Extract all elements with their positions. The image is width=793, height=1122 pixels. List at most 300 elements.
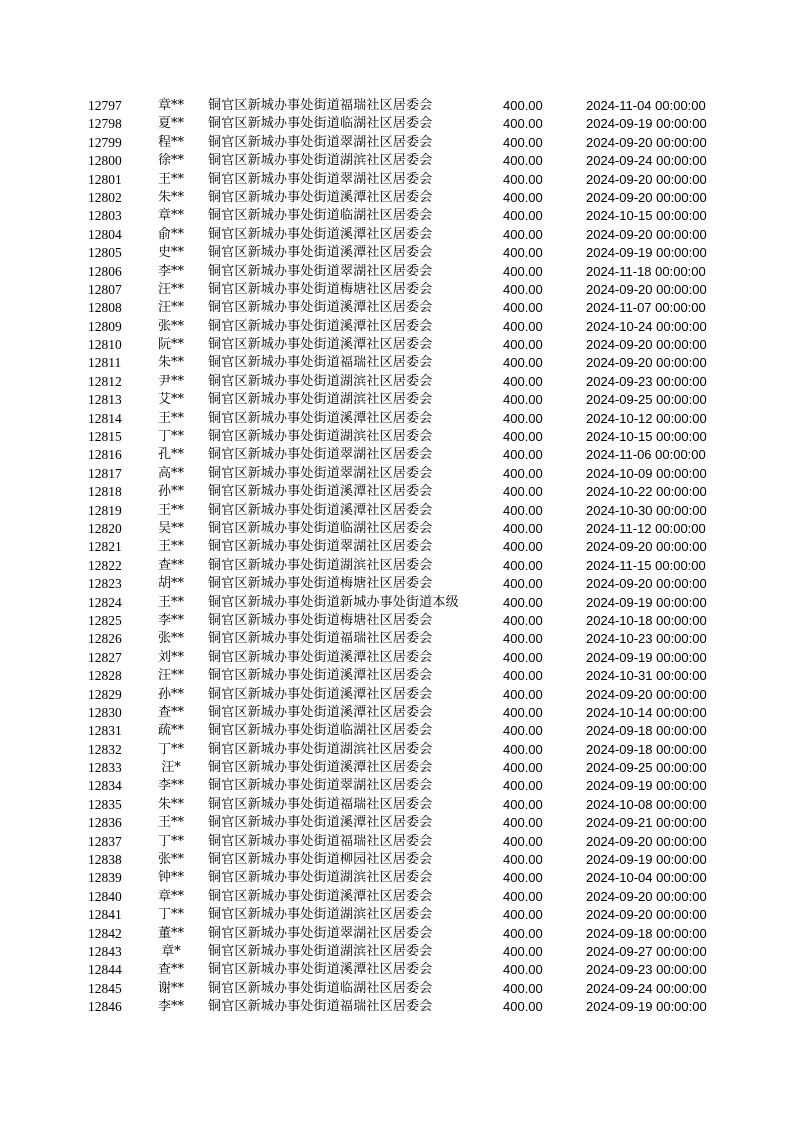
record-id: 12801: [88, 171, 122, 187]
payment-date: 2024-10-15 00:00:00: [586, 208, 707, 224]
payment-date: 2024-11-12 00:00:00: [586, 520, 706, 536]
record-id: 12843: [88, 943, 122, 959]
amount: 400.00: [503, 631, 543, 647]
payment-date: 2024-09-20 00:00:00: [586, 226, 707, 242]
record-id: 12826: [88, 631, 122, 647]
amount: 400.00: [503, 815, 543, 831]
payment-date: 2024-09-19 00:00:00: [586, 852, 707, 868]
recipient-name: 俞**: [157, 226, 184, 242]
amount: 400.00: [503, 612, 543, 628]
record-id: 12805: [88, 245, 122, 261]
community-address: 铜官区新城办事处街道溪潭社区居委会: [208, 888, 433, 904]
table-row: [0, 814, 793, 832]
recipient-name: 程**: [157, 134, 184, 150]
payment-date: 2024-10-09 00:00:00: [586, 465, 707, 481]
community-address: 铜官区新城办事处街道湖滨社区居委会: [208, 943, 433, 959]
payment-date: 2024-10-23 00:00:00: [586, 631, 707, 647]
community-address: 铜官区新城办事处街道溪潭社区居委会: [208, 300, 433, 316]
table-row: [0, 649, 793, 667]
record-id: 12808: [88, 300, 122, 316]
recipient-name: 阮**: [157, 337, 184, 353]
record-id: 12811: [88, 355, 122, 371]
amount: 400.00: [503, 649, 543, 665]
record-id: 12846: [88, 999, 122, 1015]
community-address: 铜官区新城办事处街道湖滨社区居委会: [208, 153, 433, 169]
amount: 400.00: [503, 962, 543, 978]
payment-date: 2024-11-06 00:00:00: [586, 447, 706, 463]
amount: 400.00: [503, 484, 543, 500]
community-address: 铜官区新城办事处街道福瑞社区居委会: [208, 833, 433, 849]
recipient-name: 王**: [157, 171, 184, 187]
community-address: 铜官区新城办事处街道福瑞社区居委会: [208, 355, 433, 371]
payment-date: 2024-09-24 00:00:00: [586, 980, 707, 996]
record-id: 12819: [88, 502, 122, 518]
recipient-name: 胡**: [157, 576, 184, 592]
amount: 400.00: [503, 723, 543, 739]
recipient-name: 章**: [157, 98, 184, 113]
table-row: [0, 833, 793, 851]
table-row: [0, 336, 793, 354]
table-row: [0, 851, 793, 869]
community-address: 铜官区新城办事处街道溪潭社区居委会: [208, 668, 433, 684]
payment-date: 2024-09-19 00:00:00: [586, 245, 707, 261]
amount: 400.00: [503, 502, 543, 518]
payment-date: 2024-10-22 00:00:00: [586, 484, 707, 500]
recipient-name: 丁**: [157, 741, 184, 757]
recipient-name: 张**: [157, 631, 184, 647]
community-address: 铜官区新城办事处街道临湖社区居委会: [208, 208, 433, 224]
community-address: 铜官区新城办事处街道梅塘社区居委会: [208, 576, 433, 592]
recipient-name: 汪**: [157, 668, 184, 684]
amount: 400.00: [503, 870, 543, 886]
table-row: [0, 777, 793, 795]
amount: 400.00: [503, 741, 543, 757]
community-address: 铜官区新城办事处街道柳园社区居委会: [208, 852, 433, 868]
record-id: 12840: [88, 888, 122, 904]
amount: 400.00: [503, 392, 543, 408]
table-row: [0, 428, 793, 446]
amount: 400.00: [503, 373, 543, 389]
payment-date: 2024-10-12 00:00:00: [586, 410, 707, 426]
amount: 400.00: [503, 189, 543, 205]
recipient-name: 李**: [157, 778, 184, 794]
recipient-name: 查**: [157, 704, 184, 720]
community-address: 铜官区新城办事处街道湖滨社区居委会: [208, 392, 433, 408]
community-address: 铜官区新城办事处街道翠湖社区居委会: [208, 925, 433, 941]
amount: 400.00: [503, 116, 543, 132]
payment-date: 2024-09-20 00:00:00: [586, 888, 707, 904]
community-address: 铜官区新城办事处街道溪潭社区居委会: [208, 410, 433, 426]
recipient-name: 李**: [157, 263, 184, 279]
recipient-name: 汪*: [161, 760, 181, 776]
table-row: [0, 980, 793, 998]
amount: 400.00: [503, 226, 543, 242]
recipient-name: 朱**: [157, 355, 184, 371]
table-row: [0, 925, 793, 943]
payment-date: 2024-11-15 00:00:00: [586, 557, 706, 573]
table-row: [0, 759, 793, 777]
payment-date: 2024-09-19 00:00:00: [586, 778, 707, 794]
record-id: 12817: [88, 465, 122, 481]
record-id: 12812: [88, 373, 122, 389]
record-id: 12832: [88, 741, 122, 757]
record-id: 12803: [88, 208, 122, 224]
recipient-name: 汪**: [157, 281, 184, 297]
recipient-name: 王**: [157, 539, 184, 555]
record-id: 12842: [88, 925, 122, 941]
recipient-name: 疏**: [157, 723, 184, 739]
recipient-name: 丁**: [157, 907, 184, 923]
record-id: 12813: [88, 392, 122, 408]
table-row: [0, 998, 793, 1016]
community-address: 铜官区新城办事处街道翠湖社区居委会: [208, 465, 433, 481]
record-id: 12825: [88, 612, 122, 628]
recipient-name: 丁**: [157, 429, 184, 445]
amount: 400.00: [503, 520, 543, 536]
recipient-name: 高**: [157, 465, 184, 481]
amount: 400.00: [503, 833, 543, 849]
payment-date: 2024-09-19 00:00:00: [586, 594, 707, 610]
recipient-name: 朱**: [157, 796, 184, 812]
record-id: 12815: [88, 429, 122, 445]
payment-date: 2024-11-07 00:00:00: [586, 300, 706, 316]
table-row: [0, 446, 793, 464]
amount: 400.00: [503, 943, 543, 959]
record-id: 12837: [88, 833, 122, 849]
recipient-name: 王**: [157, 594, 184, 610]
payment-date: 2024-11-18 00:00:00: [586, 263, 706, 279]
community-address: 铜官区新城办事处街道溪潭社区居委会: [208, 760, 433, 776]
recipient-name: 张**: [157, 318, 184, 334]
payment-date: 2024-09-20 00:00:00: [586, 171, 707, 187]
community-address: 铜官区新城办事处街道湖滨社区居委会: [208, 741, 433, 757]
recipient-name: 王**: [157, 502, 184, 518]
amount: 400.00: [503, 318, 543, 334]
community-address: 铜官区新城办事处街道溪潭社区居委会: [208, 704, 433, 720]
community-address: 铜官区新城办事处街道溪潭社区居委会: [208, 337, 433, 353]
amount: 400.00: [503, 796, 543, 812]
recipient-name: 章*: [161, 943, 181, 959]
payment-date: 2024-09-20 00:00:00: [586, 281, 707, 297]
record-id: 12810: [88, 337, 122, 353]
table-row: [0, 704, 793, 722]
table-row: [0, 869, 793, 887]
table-row: [0, 630, 793, 648]
community-address: 铜官区新城办事处街道溪潭社区居委会: [208, 189, 433, 205]
record-id: 12834: [88, 778, 122, 794]
recipient-name: 董**: [157, 925, 184, 941]
record-id: 12829: [88, 686, 122, 702]
record-id: 12799: [88, 134, 122, 150]
payment-date: 2024-09-20 00:00:00: [586, 337, 707, 353]
amount: 400.00: [503, 704, 543, 720]
table-row: [0, 686, 793, 704]
table-row: [0, 943, 793, 961]
community-address: 铜官区新城办事处街道翠湖社区居委会: [208, 539, 433, 555]
record-id: 12822: [88, 557, 122, 573]
payment-date: 2024-09-23 00:00:00: [586, 373, 707, 389]
table-row: [0, 97, 793, 115]
record-id: 12797: [88, 98, 122, 113]
amount: 400.00: [503, 888, 543, 904]
table-row: [0, 134, 793, 152]
community-address: 铜官区新城办事处街道溪潭社区居委会: [208, 484, 433, 500]
payment-date: 2024-10-18 00:00:00: [586, 612, 707, 628]
community-address: 铜官区新城办事处街道翠湖社区居委会: [208, 171, 433, 187]
records-table: [0, 97, 793, 1017]
payment-date: 2024-09-20 00:00:00: [586, 189, 707, 205]
amount: 400.00: [503, 153, 543, 169]
table-row: [0, 483, 793, 501]
amount: 400.00: [503, 300, 543, 316]
record-id: 12798: [88, 116, 122, 132]
payment-date: 2024-09-20 00:00:00: [586, 576, 707, 592]
payment-date: 2024-09-25 00:00:00: [586, 760, 707, 776]
recipient-name: 夏**: [157, 116, 184, 132]
table-row: [0, 538, 793, 556]
table-row: [0, 575, 793, 593]
record-id: 12809: [88, 318, 122, 334]
amount: 400.00: [503, 134, 543, 150]
recipient-name: 吴**: [157, 520, 184, 536]
table-row: [0, 391, 793, 409]
amount: 400.00: [503, 999, 543, 1015]
payment-date: 2024-09-21 00:00:00: [586, 815, 707, 831]
payment-date: 2024-09-20 00:00:00: [586, 686, 707, 702]
amount: 400.00: [503, 410, 543, 426]
community-address: 铜官区新城办事处街道福瑞社区居委会: [208, 98, 433, 113]
amount: 400.00: [503, 852, 543, 868]
record-id: 12833: [88, 760, 122, 776]
amount: 400.00: [503, 355, 543, 371]
recipient-name: 谢**: [157, 980, 184, 996]
record-id: 12839: [88, 870, 122, 886]
recipient-name: 孙**: [157, 686, 184, 702]
record-id: 12823: [88, 576, 122, 592]
record-id: 12800: [88, 153, 122, 169]
record-id: 12830: [88, 704, 122, 720]
table-row: [0, 961, 793, 979]
payment-date: 2024-10-08 00:00:00: [586, 796, 707, 812]
amount: 400.00: [503, 429, 543, 445]
community-address: 铜官区新城办事处街道湖滨社区居委会: [208, 907, 433, 923]
community-address: 铜官区新城办事处街道溪潭社区居委会: [208, 502, 433, 518]
table-row: [0, 410, 793, 428]
payment-date: 2024-09-18 00:00:00: [586, 741, 707, 757]
table-row: [0, 667, 793, 685]
record-id: 12838: [88, 852, 122, 868]
table-row: [0, 612, 793, 630]
table-row: [0, 244, 793, 262]
record-id: 12845: [88, 980, 122, 996]
payment-date: 2024-09-19 00:00:00: [586, 999, 707, 1015]
amount: 400.00: [503, 576, 543, 592]
record-id: 12827: [88, 649, 122, 665]
community-address: 铜官区新城办事处街道溪潭社区居委会: [208, 686, 433, 702]
record-id: 12818: [88, 484, 122, 500]
recipient-name: 查**: [157, 557, 184, 573]
record-id: 12816: [88, 447, 122, 463]
table-row: [0, 318, 793, 336]
community-address: 铜官区新城办事处街道福瑞社区居委会: [208, 796, 433, 812]
payment-date: 2024-09-27 00:00:00: [586, 943, 707, 959]
payment-date: 2024-09-20 00:00:00: [586, 134, 707, 150]
community-address: 铜官区新城办事处街道翠湖社区居委会: [208, 778, 433, 794]
payment-date: 2024-10-24 00:00:00: [586, 318, 707, 334]
payment-date: 2024-09-23 00:00:00: [586, 962, 707, 978]
record-id: 12824: [88, 594, 122, 610]
table-row: [0, 373, 793, 391]
community-address: 铜官区新城办事处街道翠湖社区居委会: [208, 263, 433, 279]
amount: 400.00: [503, 245, 543, 261]
amount: 400.00: [503, 263, 543, 279]
record-id: 12835: [88, 796, 122, 812]
table-row: [0, 354, 793, 372]
recipient-name: 史**: [157, 245, 184, 261]
community-address: 铜官区新城办事处街道翠湖社区居委会: [208, 134, 433, 150]
recipient-name: 钟**: [157, 870, 184, 886]
community-address: 铜官区新城办事处街道福瑞社区居委会: [208, 999, 433, 1015]
community-address: 铜官区新城办事处街道溪潭社区居委会: [208, 226, 433, 242]
amount: 400.00: [503, 760, 543, 776]
table-row: [0, 171, 793, 189]
payment-date: 2024-09-20 00:00:00: [586, 539, 707, 555]
table-row: [0, 594, 793, 612]
community-address: 铜官区新城办事处街道溪潭社区居委会: [208, 649, 433, 665]
amount: 400.00: [503, 594, 543, 610]
table-row: [0, 557, 793, 575]
payment-date: 2024-10-31 00:00:00: [586, 668, 707, 684]
payment-date: 2024-09-18 00:00:00: [586, 925, 707, 941]
recipient-name: 艾**: [157, 392, 184, 408]
community-address: 铜官区新城办事处街道临湖社区居委会: [208, 520, 433, 536]
community-address: 铜官区新城办事处街道湖滨社区居委会: [208, 373, 433, 389]
payment-date: 2024-09-20 00:00:00: [586, 833, 707, 849]
table-row: [0, 281, 793, 299]
recipient-name: 章**: [157, 888, 184, 904]
recipient-name: 丁**: [157, 833, 184, 849]
community-address: 铜官区新城办事处街道湖滨社区居委会: [208, 429, 433, 445]
payment-date: 2024-09-20 00:00:00: [586, 355, 707, 371]
record-id: 12820: [88, 520, 122, 536]
table-row: [0, 906, 793, 924]
payment-date: 2024-10-14 00:00:00: [586, 704, 707, 720]
community-address: 铜官区新城办事处街道临湖社区居委会: [208, 116, 433, 132]
record-id: 12807: [88, 281, 122, 297]
recipient-name: 刘**: [157, 649, 184, 665]
table-row: [0, 888, 793, 906]
record-id: 12841: [88, 907, 122, 923]
payment-date: 2024-09-25 00:00:00: [586, 392, 707, 408]
record-id: 12821: [88, 539, 122, 555]
recipient-name: 李**: [157, 999, 184, 1015]
record-id: 12802: [88, 189, 122, 205]
community-address: 铜官区新城办事处街道临湖社区居委会: [208, 723, 433, 739]
recipient-name: 朱**: [157, 189, 184, 205]
community-address: 铜官区新城办事处街道福瑞社区居委会: [208, 631, 433, 647]
payment-date: 2024-09-19 00:00:00: [586, 649, 707, 665]
recipient-name: 章**: [157, 208, 184, 224]
table-row: [0, 299, 793, 317]
community-address: 铜官区新城办事处街道梅塘社区居委会: [208, 281, 433, 297]
community-address: 铜官区新城办事处街道溪潭社区居委会: [208, 245, 433, 261]
table-row: [0, 226, 793, 244]
record-id: 12814: [88, 410, 122, 426]
table-row: [0, 465, 793, 483]
table-row: [0, 741, 793, 759]
table-row: [0, 207, 793, 225]
table-row: [0, 152, 793, 170]
amount: 400.00: [503, 447, 543, 463]
recipient-name: 王**: [157, 410, 184, 426]
record-id: 12828: [88, 668, 122, 684]
amount: 400.00: [503, 557, 543, 573]
table-row: [0, 502, 793, 520]
community-address: 铜官区新城办事处街道溪潭社区居委会: [208, 962, 433, 978]
record-id: 12831: [88, 723, 122, 739]
amount: 400.00: [503, 539, 543, 555]
community-address: 铜官区新城办事处街道临湖社区居委会: [208, 980, 433, 996]
amount: 400.00: [503, 465, 543, 481]
record-id: 12844: [88, 962, 122, 978]
community-address: 铜官区新城办事处街道新城办事处街道本级: [208, 594, 459, 610]
amount: 400.00: [503, 907, 543, 923]
amount: 400.00: [503, 925, 543, 941]
community-address: 铜官区新城办事处街道溪潭社区居委会: [208, 815, 433, 831]
payment-date: 2024-10-15 00:00:00: [586, 429, 707, 445]
amount: 400.00: [503, 337, 543, 353]
recipient-name: 李**: [157, 612, 184, 628]
payment-date: 2024-09-19 00:00:00: [586, 116, 707, 132]
community-address: 铜官区新城办事处街道溪潭社区居委会: [208, 318, 433, 334]
amount: 400.00: [503, 668, 543, 684]
recipient-name: 张**: [157, 852, 184, 868]
table-row: [0, 722, 793, 740]
payment-date: 2024-11-04 00:00:00: [586, 98, 706, 113]
recipient-name: 徐**: [157, 153, 184, 169]
table-row: [0, 520, 793, 538]
payment-date: 2024-09-24 00:00:00: [586, 153, 707, 169]
record-id: 12804: [88, 226, 122, 242]
community-address: 铜官区新城办事处街道梅塘社区居委会: [208, 612, 433, 628]
community-address: 铜官区新城办事处街道湖滨社区居委会: [208, 870, 433, 886]
recipient-name: 孙**: [157, 484, 184, 500]
amount: 400.00: [503, 686, 543, 702]
amount: 400.00: [503, 171, 543, 187]
amount: 400.00: [503, 98, 543, 113]
payment-date: 2024-10-30 00:00:00: [586, 502, 707, 518]
payment-date: 2024-09-18 00:00:00: [586, 723, 707, 739]
community-address: 铜官区新城办事处街道翠湖社区居委会: [208, 447, 433, 463]
table-row: [0, 189, 793, 207]
recipient-name: 汪**: [157, 300, 184, 316]
recipient-name: 尹**: [157, 373, 184, 389]
community-address: 铜官区新城办事处街道湖滨社区居委会: [208, 557, 433, 573]
recipient-name: 王**: [157, 815, 184, 831]
amount: 400.00: [503, 980, 543, 996]
amount: 400.00: [503, 778, 543, 794]
table-row: [0, 263, 793, 281]
amount: 400.00: [503, 281, 543, 297]
record-id: 12836: [88, 815, 122, 831]
amount: 400.00: [503, 208, 543, 224]
record-id: 12806: [88, 263, 122, 279]
payment-date: 2024-09-20 00:00:00: [586, 907, 707, 923]
table-row: [0, 115, 793, 133]
recipient-name: 孔**: [157, 447, 184, 463]
recipient-name: 查**: [157, 962, 184, 978]
table-row: [0, 796, 793, 814]
